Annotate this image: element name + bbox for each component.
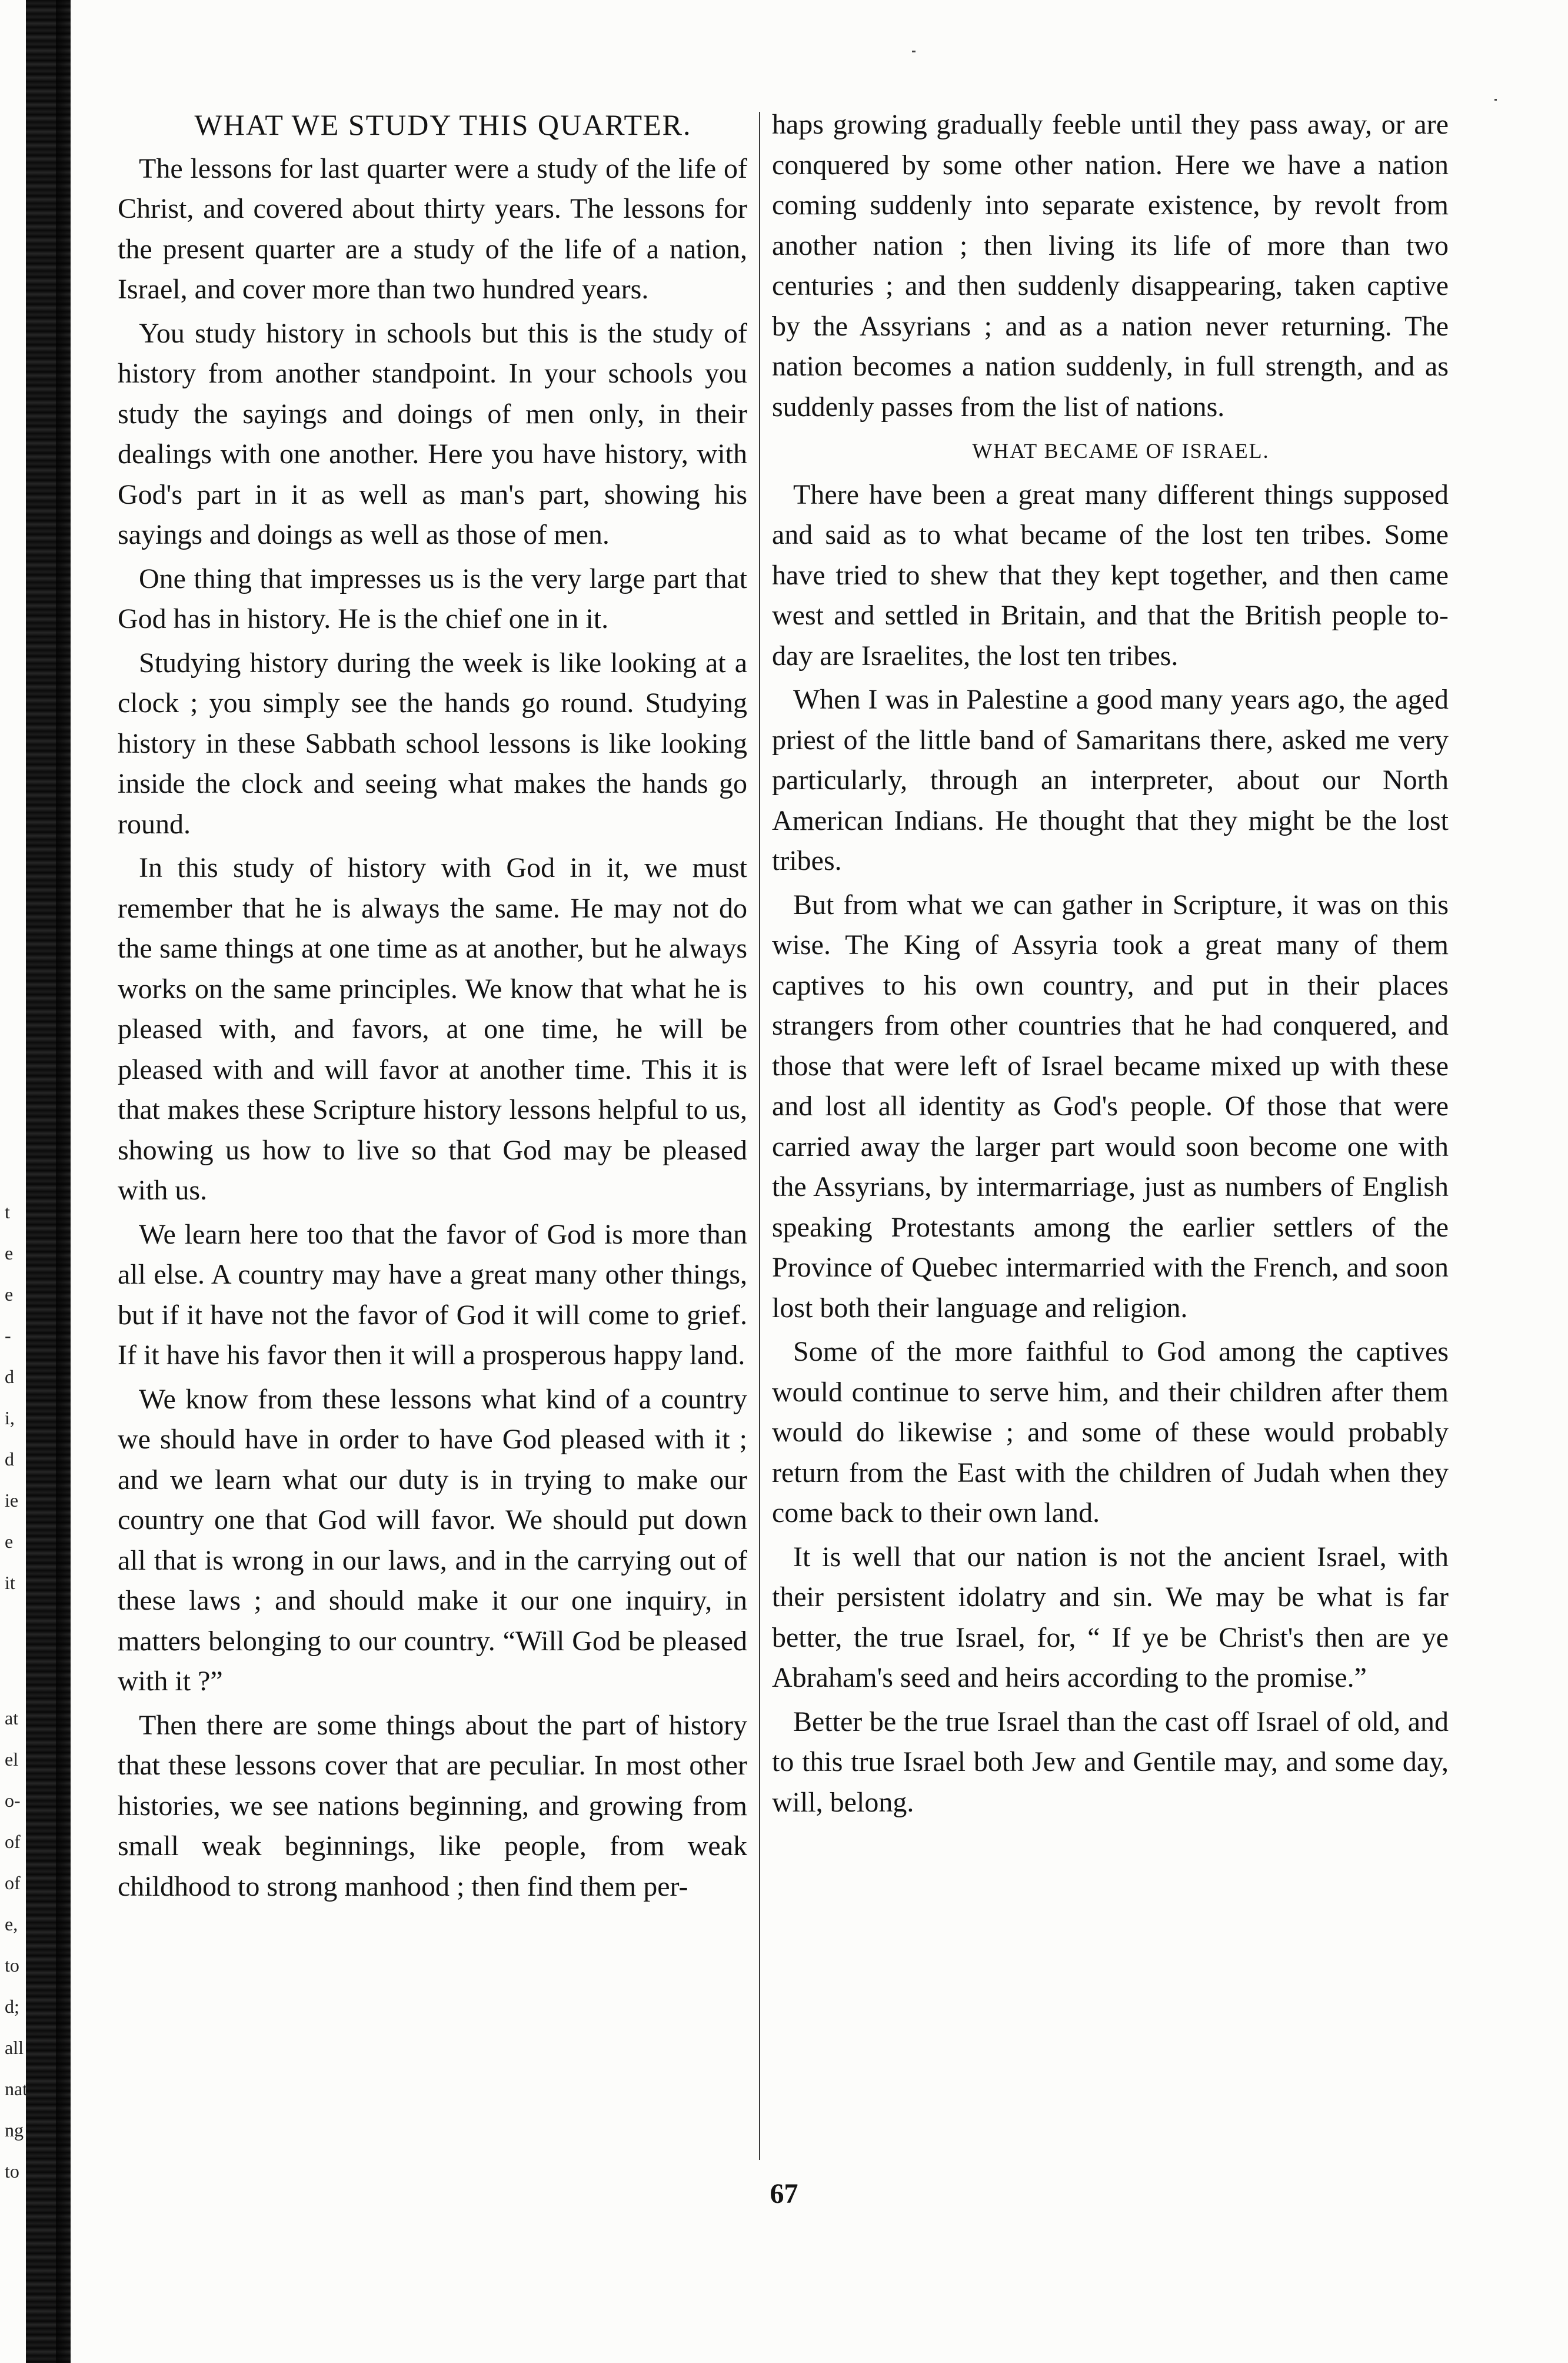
left-column	[118, 105, 747, 1907]
margin-fragment: ie	[5, 1490, 19, 1511]
margin-fragment: at	[5, 1707, 19, 1729]
margin-fragment: of	[5, 1872, 21, 1893]
margin-fragment: i,	[5, 1407, 15, 1428]
paragraph: When I was in Palestine a good many years ago, the aged priest of the little band of Samaritans there, asked me very particularly, through an interpreter, about our North American Indians. He thought that they might be the lost tribes.	[772, 684, 1449, 876]
margin-fragment: t	[5, 1201, 10, 1222]
bleed-through-fragments-lower	[5, 1707, 26, 2201]
section-subheading: WHAT BECAME OF ISRAEL.	[972, 439, 1270, 463]
margin-fragment: -	[5, 1325, 11, 1346]
margin-fragment: ng	[5, 2119, 24, 2141]
margin-fragment: it	[5, 1572, 15, 1593]
margin-fragment: d	[5, 1448, 14, 1470]
paragraph: We know from these lessons what kind of a country we should have in order to have God pleased with it ; and we learn what our duty is in trying to make our country one that God will favor. We should put down all that is wrong in our laws, and in the carrying out of these laws ; and should make it our one inquiry, in matters belonging to our country. “Will God be pleased with it ?”	[118, 1383, 747, 1697]
paragraph: But from what we can gather in Scripture, it was on this wise. The King of Assyria took a great many of them captives to his own country, and put in their places strangers from other countries that he had conquered, and those that were left of Israel became mixed up with these and lost all identity as God's people. Of those that were carried away the larger part would soon become one with the Assyrians, by intermarriage, just as numbers of English speaking Protestants among the earlier settlers of the Province of Quebec intermarried with the French, and soon lost both their language and religion.	[772, 889, 1449, 1324]
print-speck	[1494, 99, 1497, 101]
paragraph: The lessons for last quarter were a study of the life of Christ, and covered about thirty years. The lessons for the present quarter are a study of the life of a nation, Israel, and cover more than two hundred years.	[118, 152, 747, 305]
margin-fragment: e	[5, 1242, 14, 1264]
paragraph-continuation: haps growing gradually feeble until they pass away, or are conquered by some other nation. Here we have a nation coming suddenly into separate existence, by revolt from another nation ; then living its life of more than two centuries ; and then suddenly disappearing, taken captive by the Assyrians ; and as a nation never returning. The nation becomes a nation suddenly, in full strength, and as suddenly passes from the list of nations.	[772, 109, 1449, 423]
page-number: 67	[770, 2178, 798, 2209]
margin-fragment: of	[5, 1831, 21, 1852]
margin-fragment: d;	[5, 1996, 19, 2017]
margin-fragment: d	[5, 1366, 14, 1387]
paragraph: We learn here too that the favor of God is more than all else. A country may have a great many other things, but if it have not the favor of God it will come to grief. If it have his favor then it will a prosperous happy land.	[118, 1218, 747, 1371]
bleed-through-fragments-upper	[5, 1201, 26, 1613]
margin-fragment: to	[5, 2161, 19, 2182]
paragraph: In this study of history with God in it, we must remember that he is always the same. He may not do the same things at one time as at another, but he always works on the same principles. We know that what he is pleased with, and favors, at one time, he will be pleased with and will favor at another time. This it is that makes these Scripture history lessons helpful to us, showing us how to live so that God may be pleased with us.	[118, 852, 747, 1206]
margin-fragment: e	[5, 1531, 14, 1552]
margin-fragment: el	[5, 1749, 19, 1770]
column-divider	[759, 112, 760, 2160]
paragraph: Studying history during the week is like looking at a clock ; you simply see the hands go round. Studying history in these Sabbath school lessons is like looking inside the clock and seeing what makes the hands go round.	[118, 647, 747, 840]
paragraph: You study history in schools but this is the study of history from another standpoint. In your schools you study the sayings and doings of men only, in their dealings with one another. Here you have history, with God's part in it as well as man's part, showing his sayings and doings as well as those of men.	[118, 317, 747, 550]
article-heading: WHAT WE STUDY THIS QUARTER.	[194, 108, 692, 141]
margin-fragment: o-	[5, 1790, 21, 1811]
margin-fragment: to	[5, 1955, 19, 1976]
margin-fragment: e	[5, 1284, 14, 1305]
paragraph: Some of the more faithful to God among the captives would continue to serve him, and their children after them would do likewise ; and some of these would probably return from the East with the children of Judah when they come back to their own land.	[772, 1336, 1449, 1528]
paragraph: Better be the true Israel than the cast off Israel of old, and to this true Israel both Jew and Gentile may, and some day, will, belong.	[772, 1706, 1449, 1818]
paragraph: There have been a great many different things supposed and said as to what became of the lost ten tribes. Some have tried to shew that they kept together, and then came west and settled in Britain, and that the British people to-day are Israelites, the lost ten tribes.	[772, 478, 1449, 672]
paragraph: One thing that impresses us is the very large part that God has in history. He is the chief one in it.	[118, 563, 747, 634]
paragraph: Then there are some things about the part of history that these lessons cover that are peculiar. In most other histories, we see nations beginning, and growing from small weak beginnings, like people, from weak childhood to strong manhood ; then find them per-	[118, 1709, 747, 1902]
right-column	[772, 105, 1449, 1823]
margin-fragment: nat	[5, 2078, 28, 2099]
paragraph: It is well that our nation is not the ancient Israel, with their persistent idolatry and sin. We may be what is far better, the true Israel, for, “ If ye be Christ's then are ye Abraham's seed and heirs according to the promise.”	[772, 1541, 1449, 1693]
margin-fragment: all	[5, 2037, 24, 2058]
print-speck	[912, 51, 916, 52]
margin-fragment: e,	[5, 1913, 18, 1935]
